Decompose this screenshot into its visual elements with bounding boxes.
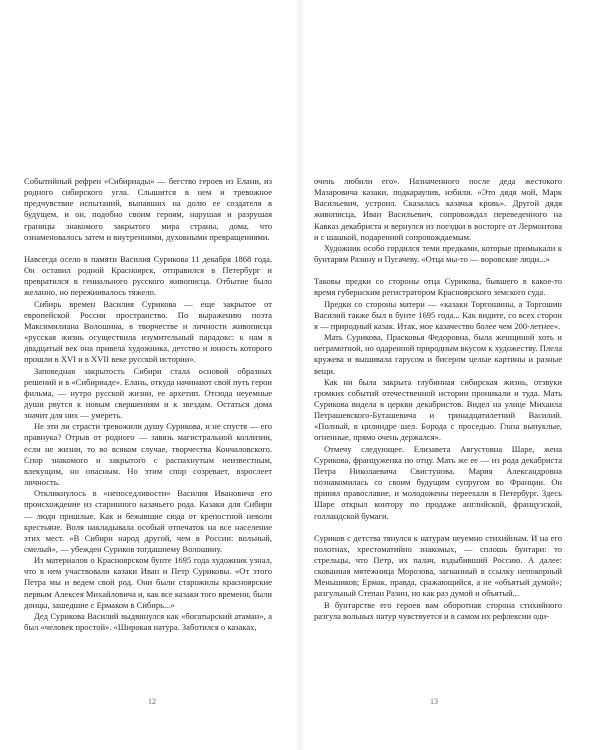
right-paragraph-9: В бунтарстве его героев вам оборотная сторона стихийного разгула вольных натур чувствуется и в самом их рефлексии оди- [314,599,562,621]
right-paragraph-4: Предки со стороны матери — «казаки Торгошины, а Торгошин Василий также был в бунте 1695 года... Как видите, со всех сторон я — природный казак. Итак, мое казачество более чем 200-летнее». [314,298,562,331]
book-gutter [295,0,305,750]
right-paragraph-3: Таковы предки со стороны отца Сурикова, бывшего в какое-то время губернским регистратором Красноярского земского суда. [314,276,562,298]
left-paragraph-5: Не эти ли страсти тревожили душу Сурикова, и не спустя — его правнука? Отрыв от родного — завязь магистральной коллизии, если не жизни, то во всяком случае, творчества Кончаловского. Спор знакомого и закрытого с распахнутым неизвестным, влекущим, но опасным. Но этим спор созревает, взрослеет личность. [24,421,272,488]
left-paragraph-8: Дед Сурикова Василий выдвинулся как «богатырский атаман», а был «человек простой». «Широкая натура. Заботился о казаках, [24,610,272,633]
left-page-text [24,176,272,633]
right-paragraph-2: Художник особо гордился теми предками, которые примыкали к бунтарям Разину и Пугачеву. «Отца мы-то — воровские люди...» [314,242,562,265]
right-paragraph-8: Суриков с детства тянулся к натурам неуемно стихийным. И на его полотнах, хрестоматийно знакомых, — сплошь бунтари: то стрельцы, что Петр, их палач, вздыбивший Россию. А далее: скованная мятежница Морозова, загнанный в ссылку непокорный Меньшиков; Ермак, правда, сражающийся, а не «объятый думой»; разгульный Степан Разин, но как раз думой и объятый... [314,532,562,599]
right-page-text [314,176,562,622]
left-paragraph-6: Откликнулось в «непоседливости» Василия Ивановича его происхождение из старинного казачьего рода. Казаки для Сибири — люди пришлые. Как и бежавшие сюда от крепостной неволи крестьяне. Воля накладывала особый отпечаток на все население этих мест. «В Сибири народ другой, чем в России: вольный, смелый», — убежден Суриков тогдашнему Волошину. [24,488,272,554]
left-paragraph-2: Навсегда осело в памяти Василия Сурикова 11 декабря 1868 года. Он оставил родной Красноярск, отправился в Петербург и превратился в гениального русского живописца. Отбытие было желанно, но пережиивалось тяжело. [24,253,272,298]
right-paragraph-1: очень любили его». Назначенного после деда жестокого Мазаровича казаки, подкараулив, избили. «Это дядя мой, Марк Васильевич, устроил. Сказалась казачья кровь». Другой дядя живописца, Иван Васильевич, сопровождал переведенного на Кавказ декабриста и вернулся из поездки в восторге от Лермонтова и с шашкой, подаренной сопровождаемым. [314,176,562,242]
right-page-number: 13 [430,697,438,706]
left-paragraph-7: Из материалов о Красноярском бунте 1695 года художник узнал, что в нем участвовали казаки Иван и Петр Суриковы. «От этого Петра мы и ведем свой род. Они были старожилы красноярские первым Алексея Михайловича и, как все казаки того времени, были донцы, зашедшие с Ермаком в Сибирь...» [24,555,272,610]
right-paragraph-7: Отмечу следующее. Елизавета Августовна Шаре, жена Сурикова, француженка по отцу. Мать же ее — из рода декабриста Петра Николаевича Свистунова. Мария Александровна познакомилась со своим будущим супругом во Франции. Он принял православие, и молодожены переехали в Петербург. Здесь Шаре открыл контору по продаже английской, французской, голландской бумаги. [314,443,562,521]
right-paragraph-6: Как ни была закрыта глубинная сибирская жизнь, отзвуки громких событий отечественной истории проникали и туда. Мать Сурикова видела в церкви декабристов. Видел на улице Михаила Петрашевского-Буташевича и тринадцатилетний Василий. «Полный, в цилиндре шел. Борода с проседью. Глаза выпуклые, огненные, прямо очень держался». [314,376,562,443]
left-page-number: 12 [148,697,156,706]
right-paragraph-5: Мать Сурикова, Прасковья Федоровна, была женщиной хоть и неграмотной, но одаренной природным вкусом к художеству. Плела кружева и вышивала гарусом и бисером целые картины и разные вещи. [314,332,562,376]
left-paragraph-3: Сибирь времен Василия Сурикова — еще закрытое от европейской России пространство. По выражению поэта Максимилиана Волошина, в творчестве и личности живописца «русская жизнь осуществила изумительный парадокс: к нам в двадцатый век она привела художника, детство и юность которого прошли в XVI и в XVII веке русской истории». [24,298,272,365]
left-paragraph-1: Событийный рефрен «Сибириады» — бегство героев из Елани, из родного сибирского угла. Слышится в нем и тревожное предчувствие испытаний, выпавших на долю ее создателя в будущем, и он, подобно своим героям, нарушая и разрушая границы знакомого закрытого мира страны, дома, что ознаменовалось затем и внутренними, духовными превращениями. [24,176,272,242]
left-paragraph-4: Заповедная закрытость Сибири стала основой образных решений и в «Сибириаде». Елань, откуда начинают свой путь герои фильма, — нутро русской жизни, ее архетип. Отсюда неуемные души рвутся к новым свершениям и к звездам. Остаться дома значит для них — умереть. [24,365,272,421]
